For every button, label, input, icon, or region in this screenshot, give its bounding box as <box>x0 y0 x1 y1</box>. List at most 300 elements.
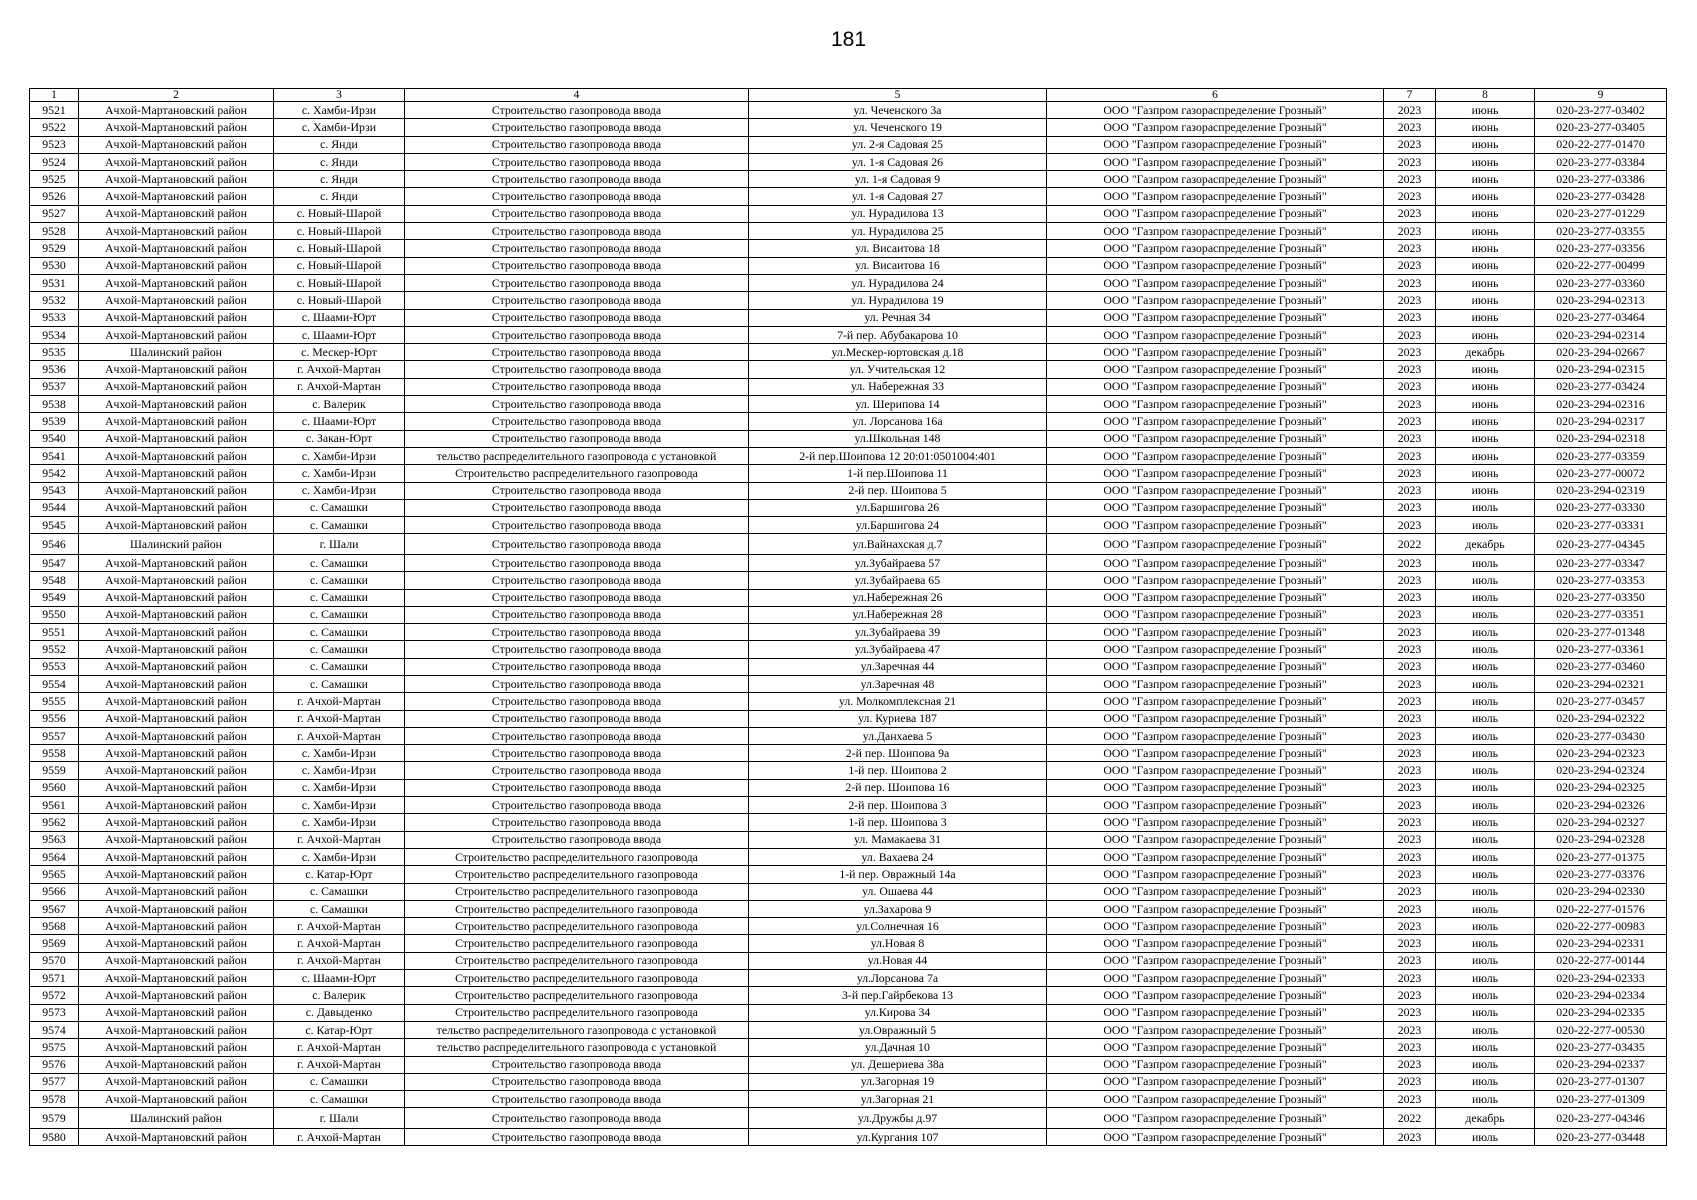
row-number-cell: 9552 <box>30 641 79 658</box>
header-row <box>30 89 1667 102</box>
month-cell: июль <box>1436 918 1535 935</box>
code-cell: 020-23-277-03424 <box>1535 378 1667 395</box>
year-cell: 2023 <box>1384 205 1436 222</box>
settlement-cell: г. Ачхой-Мартан <box>274 693 405 710</box>
address-cell: ул.Заречная 48 <box>749 676 1047 693</box>
work-type-cell: Строительство газопровода ввода <box>405 814 749 831</box>
code-cell: 020-23-294-02327 <box>1535 814 1667 831</box>
organization-cell: ООО "Газпром газораспределение Грозный" <box>1047 274 1384 291</box>
organization-cell: ООО "Газпром газораспределение Грозный" <box>1047 727 1384 744</box>
row-number-cell: 9556 <box>30 710 79 727</box>
row-number-cell: 9577 <box>30 1073 79 1090</box>
organization-cell: ООО "Газпром газораспределение Грозный" <box>1047 517 1384 534</box>
settlement-cell: с. Новый-Шарой <box>274 257 405 274</box>
work-type-cell: Строительство газопровода ввода <box>405 534 749 555</box>
row-number-cell: 9551 <box>30 624 79 641</box>
month-cell: декабрь <box>1436 344 1535 361</box>
month-cell: июль <box>1436 499 1535 516</box>
organization-cell: ООО "Газпром газораспределение Грозный" <box>1047 624 1384 641</box>
month-cell: июнь <box>1436 309 1535 326</box>
district-cell: Шалинский район <box>79 534 274 555</box>
month-cell: июнь <box>1436 413 1535 430</box>
table-row <box>30 430 1667 447</box>
row-number-cell: 9572 <box>30 987 79 1004</box>
settlement-cell: с. Хамби-Ирзи <box>274 779 405 796</box>
row-number-cell: 9578 <box>30 1091 79 1108</box>
work-type-cell: Строительство газопровода ввода <box>405 641 749 658</box>
work-type-cell: Строительство распределительного газопровода <box>405 918 749 935</box>
year-cell: 2023 <box>1384 727 1436 744</box>
work-type-cell: Строительство газопровода ввода <box>405 119 749 136</box>
district-cell: Ачхой-Мартановский район <box>79 1073 274 1090</box>
table-row <box>30 779 1667 796</box>
address-cell: ул.Захарова 9 <box>749 900 1047 917</box>
table-row <box>30 119 1667 136</box>
year-cell: 2023 <box>1384 814 1436 831</box>
year-cell: 2023 <box>1384 430 1436 447</box>
code-cell: 020-23-277-00072 <box>1535 465 1667 482</box>
district-cell: Ачхой-Мартановский район <box>79 935 274 952</box>
district-cell: Ачхой-Мартановский район <box>79 517 274 534</box>
month-cell: июль <box>1436 935 1535 952</box>
month-cell: июнь <box>1436 257 1535 274</box>
table-row <box>30 482 1667 499</box>
organization-cell: ООО "Газпром газораспределение Грозный" <box>1047 396 1384 413</box>
month-cell: июль <box>1436 1128 1535 1145</box>
address-cell: ул.Лорсанова 7а <box>749 970 1047 987</box>
district-cell: Ачхой-Мартановский район <box>79 745 274 762</box>
header-cell-3: 3 <box>274 89 405 102</box>
settlement-cell: с. Хамби-Ирзи <box>274 119 405 136</box>
district-cell: Ачхой-Мартановский район <box>79 223 274 240</box>
district-cell: Ачхой-Мартановский район <box>79 970 274 987</box>
work-type-cell: Строительство газопровода ввода <box>405 274 749 291</box>
row-number-cell: 9537 <box>30 378 79 395</box>
address-cell: 1-й пер.Шоипова 11 <box>749 465 1047 482</box>
district-cell: Ачхой-Мартановский район <box>79 465 274 482</box>
row-number-cell: 9540 <box>30 430 79 447</box>
district-cell: Ачхой-Мартановский район <box>79 658 274 675</box>
district-cell: Ачхой-Мартановский район <box>79 797 274 814</box>
address-cell: ул.Набережная 28 <box>749 606 1047 623</box>
year-cell: 2023 <box>1384 153 1436 170</box>
work-type-cell: Строительство газопровода ввода <box>405 223 749 240</box>
work-type-cell: Строительство газопровода ввода <box>405 710 749 727</box>
month-cell: июль <box>1436 987 1535 1004</box>
settlement-cell: с. Давыденко <box>274 1004 405 1021</box>
settlement-cell: с. Шаами-Юрт <box>274 326 405 343</box>
month-cell: июль <box>1436 1073 1535 1090</box>
work-type-cell: Строительство газопровода ввода <box>405 1056 749 1073</box>
address-cell: ул. Чеченского 3а <box>749 102 1047 119</box>
address-cell: ул. Ошаева 44 <box>749 883 1047 900</box>
district-cell: Ачхой-Мартановский район <box>79 361 274 378</box>
district-cell: Ачхой-Мартановский район <box>79 641 274 658</box>
address-cell: ул. Нурадилова 25 <box>749 223 1047 240</box>
settlement-cell: с. Самашки <box>274 883 405 900</box>
row-number-cell: 9555 <box>30 693 79 710</box>
organization-cell: ООО "Газпром газораспределение Грозный" <box>1047 102 1384 119</box>
year-cell: 2023 <box>1384 676 1436 693</box>
settlement-cell: г. Ачхой-Мартан <box>274 831 405 848</box>
header-cell-7: 7 <box>1384 89 1436 102</box>
month-cell: июль <box>1436 572 1535 589</box>
row-number-cell: 9561 <box>30 797 79 814</box>
settlement-cell: г. Ачхой-Мартан <box>274 918 405 935</box>
row-number-cell: 9524 <box>30 153 79 170</box>
table-row <box>30 102 1667 119</box>
district-cell: Ачхой-Мартановский район <box>79 606 274 623</box>
address-cell: ул.Набережная 26 <box>749 589 1047 606</box>
address-cell: ул. 1-я Садовая 26 <box>749 153 1047 170</box>
work-type-cell: Строительство газопровода ввода <box>405 727 749 744</box>
address-cell: ул.Новая 8 <box>749 935 1047 952</box>
code-cell: 020-23-277-03347 <box>1535 554 1667 571</box>
address-cell: ул. Молкомплексная 21 <box>749 693 1047 710</box>
row-number-cell: 9560 <box>30 779 79 796</box>
settlement-cell: с. Новый-Шарой <box>274 205 405 222</box>
work-type-cell: Строительство газопровода ввода <box>405 136 749 153</box>
settlement-cell: с. Самашки <box>274 1073 405 1090</box>
organization-cell: ООО "Газпром газораспределение Грозный" <box>1047 606 1384 623</box>
work-type-cell: Строительство распределительного газопровода <box>405 465 749 482</box>
table-row <box>30 1039 1667 1056</box>
district-cell: Ачхой-Мартановский район <box>79 952 274 969</box>
code-cell: 020-23-294-02319 <box>1535 482 1667 499</box>
year-cell: 2023 <box>1384 240 1436 257</box>
address-cell: ул.Зубайраева 39 <box>749 624 1047 641</box>
district-cell: Ачхой-Мартановский район <box>79 710 274 727</box>
table-row <box>30 1021 1667 1038</box>
district-cell: Ачхой-Мартановский район <box>79 188 274 205</box>
table-row <box>30 171 1667 188</box>
code-cell: 020-23-294-02325 <box>1535 779 1667 796</box>
organization-cell: ООО "Газпром газораспределение Грозный" <box>1047 1056 1384 1073</box>
code-cell: 020-23-277-03428 <box>1535 188 1667 205</box>
registry-table <box>29 88 1667 1146</box>
table-row <box>30 900 1667 917</box>
settlement-cell: с. Новый-Шарой <box>274 292 405 309</box>
settlement-cell: с. Хамби-Ирзи <box>274 762 405 779</box>
year-cell: 2023 <box>1384 762 1436 779</box>
header-cell-1: 1 <box>30 89 79 102</box>
district-cell: Ачхой-Мартановский район <box>79 205 274 222</box>
settlement-cell: г. Ачхой-Мартан <box>274 727 405 744</box>
year-cell: 2023 <box>1384 952 1436 969</box>
table-row <box>30 447 1667 464</box>
year-cell: 2023 <box>1384 499 1436 516</box>
year-cell: 2023 <box>1384 970 1436 987</box>
row-number-cell: 9541 <box>30 447 79 464</box>
district-cell: Ачхой-Мартановский район <box>79 693 274 710</box>
year-cell: 2023 <box>1384 1091 1436 1108</box>
row-number-cell: 9533 <box>30 309 79 326</box>
year-cell: 2023 <box>1384 482 1436 499</box>
row-number-cell: 9534 <box>30 326 79 343</box>
code-cell: 020-22-277-01470 <box>1535 136 1667 153</box>
month-cell: июль <box>1436 797 1535 814</box>
row-number-cell: 9562 <box>30 814 79 831</box>
code-cell: 020-23-294-02333 <box>1535 970 1667 987</box>
district-cell: Ачхой-Мартановский район <box>79 1128 274 1145</box>
district-cell: Ачхой-Мартановский район <box>79 171 274 188</box>
address-cell: ул. Дешериева 38а <box>749 1056 1047 1073</box>
row-number-cell: 9554 <box>30 676 79 693</box>
settlement-cell: с. Самашки <box>274 606 405 623</box>
district-cell: Ачхой-Мартановский район <box>79 848 274 865</box>
work-type-cell: Строительство газопровода ввода <box>405 658 749 675</box>
table-row <box>30 274 1667 291</box>
code-cell: 020-23-277-03457 <box>1535 693 1667 710</box>
work-type-cell: Строительство газопровода ввода <box>405 396 749 413</box>
year-cell: 2023 <box>1384 606 1436 623</box>
row-number-cell: 9523 <box>30 136 79 153</box>
organization-cell: ООО "Газпром газораспределение Грозный" <box>1047 205 1384 222</box>
month-cell: июнь <box>1436 136 1535 153</box>
code-cell: 020-23-277-03351 <box>1535 606 1667 623</box>
table-row <box>30 1056 1667 1073</box>
work-type-cell: Строительство газопровода ввода <box>405 309 749 326</box>
organization-cell: ООО "Газпром газораспределение Грозный" <box>1047 240 1384 257</box>
organization-cell: ООО "Газпром газораспределение Грозный" <box>1047 499 1384 516</box>
year-cell: 2023 <box>1384 292 1436 309</box>
month-cell: июнь <box>1436 292 1535 309</box>
code-cell: 020-23-277-01307 <box>1535 1073 1667 1090</box>
table-row <box>30 257 1667 274</box>
table-row <box>30 1091 1667 1108</box>
month-cell: июнь <box>1436 482 1535 499</box>
table-row <box>30 465 1667 482</box>
table-row <box>30 378 1667 395</box>
settlement-cell: с. Хамби-Ирзи <box>274 745 405 762</box>
address-cell: ул. Куриева 187 <box>749 710 1047 727</box>
table-row <box>30 935 1667 952</box>
work-type-cell: Строительство газопровода ввода <box>405 413 749 430</box>
address-cell: ул.Кургания 107 <box>749 1128 1047 1145</box>
code-cell: 020-23-294-02337 <box>1535 1056 1667 1073</box>
table-row <box>30 1073 1667 1090</box>
address-cell: 2-й пер.Шоипова 12 20:01:0501004:401 <box>749 447 1047 464</box>
address-cell: 3-й пер.Гайрбекова 13 <box>749 987 1047 1004</box>
year-cell: 2023 <box>1384 344 1436 361</box>
row-number-cell: 9553 <box>30 658 79 675</box>
code-cell: 020-23-277-04345 <box>1535 534 1667 555</box>
settlement-cell: с. Шаами-Юрт <box>274 309 405 326</box>
district-cell: Ачхой-Мартановский район <box>79 102 274 119</box>
table-row <box>30 240 1667 257</box>
district-cell: Ачхой-Мартановский район <box>79 274 274 291</box>
organization-cell: ООО "Газпром газораспределение Грозный" <box>1047 171 1384 188</box>
work-type-cell: Строительство газопровода ввода <box>405 344 749 361</box>
address-cell: ул.Зубайраева 65 <box>749 572 1047 589</box>
table-row <box>30 361 1667 378</box>
row-number-cell: 9535 <box>30 344 79 361</box>
organization-cell: ООО "Газпром газораспределение Грозный" <box>1047 1004 1384 1021</box>
settlement-cell: с. Самашки <box>274 517 405 534</box>
table-row <box>30 344 1667 361</box>
year-cell: 2023 <box>1384 624 1436 641</box>
organization-cell: ООО "Газпром газораспределение Грозный" <box>1047 257 1384 274</box>
row-number-cell: 9522 <box>30 119 79 136</box>
month-cell: июнь <box>1436 361 1535 378</box>
settlement-cell: с. Шаами-Юрт <box>274 413 405 430</box>
district-cell: Шалинский район <box>79 1108 274 1129</box>
settlement-cell: с. Янди <box>274 188 405 205</box>
work-type-cell: Строительство газопровода ввода <box>405 589 749 606</box>
district-cell: Ачхой-Мартановский район <box>79 292 274 309</box>
code-cell: 020-22-277-00499 <box>1535 257 1667 274</box>
organization-cell: ООО "Газпром газораспределение Грозный" <box>1047 987 1384 1004</box>
code-cell: 020-23-277-03464 <box>1535 309 1667 326</box>
table-row <box>30 641 1667 658</box>
work-type-cell: Строительство газопровода ввода <box>405 624 749 641</box>
address-cell: ул.Баршигова 26 <box>749 499 1047 516</box>
district-cell: Ачхой-Мартановский район <box>79 1021 274 1038</box>
address-cell: ул. 1-я Садовая 9 <box>749 171 1047 188</box>
work-type-cell: Строительство распределительного газопровода <box>405 935 749 952</box>
work-type-cell: Строительство газопровода ввода <box>405 554 749 571</box>
year-cell: 2023 <box>1384 779 1436 796</box>
code-cell: 020-23-294-02331 <box>1535 935 1667 952</box>
row-number-cell: 9576 <box>30 1056 79 1073</box>
table-row <box>30 658 1667 675</box>
work-type-cell: Строительство газопровода ввода <box>405 762 749 779</box>
settlement-cell: г. Ачхой-Мартан <box>274 1056 405 1073</box>
year-cell: 2023 <box>1384 848 1436 865</box>
work-type-cell: тельство распределительного газопровода с установкой <box>405 1039 749 1056</box>
table-row <box>30 883 1667 900</box>
work-type-cell: Строительство газопровода ввода <box>405 693 749 710</box>
row-number-cell: 9549 <box>30 589 79 606</box>
district-cell: Ачхой-Мартановский район <box>79 987 274 1004</box>
work-type-cell: Строительство газопровода ввода <box>405 517 749 534</box>
organization-cell: ООО "Газпром газораспределение Грозный" <box>1047 745 1384 762</box>
address-cell: 1-й пер. Овражный 14а <box>749 866 1047 883</box>
code-cell: 020-23-277-03460 <box>1535 658 1667 675</box>
code-cell: 020-22-277-00530 <box>1535 1021 1667 1038</box>
settlement-cell: с. Хамби-Ирзи <box>274 465 405 482</box>
organization-cell: ООО "Газпром газораспределение Грозный" <box>1047 465 1384 482</box>
organization-cell: ООО "Газпром газораспределение Грозный" <box>1047 814 1384 831</box>
district-cell: Ачхой-Мартановский район <box>79 676 274 693</box>
district-cell: Ачхой-Мартановский район <box>79 1091 274 1108</box>
settlement-cell: с. Хамби-Ирзи <box>274 814 405 831</box>
address-cell: ул.Загорная 21 <box>749 1091 1047 1108</box>
table-row <box>30 1004 1667 1021</box>
code-cell: 020-23-277-03448 <box>1535 1128 1667 1145</box>
settlement-cell: с. Самашки <box>274 1091 405 1108</box>
organization-cell: ООО "Газпром газораспределение Грозный" <box>1047 188 1384 205</box>
district-cell: Ачхой-Мартановский район <box>79 624 274 641</box>
work-type-cell: Строительство распределительного газопровода <box>405 952 749 969</box>
organization-cell: ООО "Газпром газораспределение Грозный" <box>1047 658 1384 675</box>
month-cell: июль <box>1436 676 1535 693</box>
settlement-cell: с. Самашки <box>274 589 405 606</box>
row-number-cell: 9570 <box>30 952 79 969</box>
district-cell: Ачхой-Мартановский район <box>79 153 274 170</box>
organization-cell: ООО "Газпром газораспределение Грозный" <box>1047 482 1384 499</box>
work-type-cell: Строительство газопровода ввода <box>405 171 749 188</box>
organization-cell: ООО "Газпром газораспределение Грозный" <box>1047 866 1384 883</box>
work-type-cell: Строительство распределительного газопровода <box>405 866 749 883</box>
settlement-cell: с. Новый-Шарой <box>274 274 405 291</box>
year-cell: 2023 <box>1384 413 1436 430</box>
row-number-cell: 9567 <box>30 900 79 917</box>
month-cell: июль <box>1436 883 1535 900</box>
table-header <box>30 89 1667 102</box>
work-type-cell: тельство распределительного газопровода с установкой <box>405 447 749 464</box>
settlement-cell: с. Новый-Шарой <box>274 240 405 257</box>
district-cell: Ачхой-Мартановский район <box>79 572 274 589</box>
row-number-cell: 9536 <box>30 361 79 378</box>
year-cell: 2023 <box>1384 517 1436 534</box>
month-cell: июль <box>1436 970 1535 987</box>
row-number-cell: 9559 <box>30 762 79 779</box>
month-cell: июнь <box>1436 223 1535 240</box>
row-number-cell: 9544 <box>30 499 79 516</box>
address-cell: ул. Чеченского 19 <box>749 119 1047 136</box>
year-cell: 2023 <box>1384 797 1436 814</box>
year-cell: 2023 <box>1384 658 1436 675</box>
organization-cell: ООО "Газпром газораспределение Грозный" <box>1047 1091 1384 1108</box>
month-cell: июль <box>1436 866 1535 883</box>
settlement-cell: с. Валерик <box>274 396 405 413</box>
year-cell: 2023 <box>1384 572 1436 589</box>
organization-cell: ООО "Газпром газораспределение Грозный" <box>1047 1073 1384 1090</box>
code-cell: 020-23-277-01375 <box>1535 848 1667 865</box>
settlement-cell: г. Ачхой-Мартан <box>274 935 405 952</box>
organization-cell: ООО "Газпром газораспределение Грозный" <box>1047 447 1384 464</box>
work-type-cell: Строительство газопровода ввода <box>405 430 749 447</box>
table-row <box>30 814 1667 831</box>
district-cell: Ачхой-Мартановский район <box>79 326 274 343</box>
row-number-cell: 9569 <box>30 935 79 952</box>
code-cell: 020-23-277-03353 <box>1535 572 1667 589</box>
address-cell: ул. Висаитова 16 <box>749 257 1047 274</box>
organization-cell: ООО "Газпром газораспределение Грозный" <box>1047 918 1384 935</box>
address-cell: 2-й пер. Шоипова 3 <box>749 797 1047 814</box>
code-cell: 020-23-294-02334 <box>1535 987 1667 1004</box>
work-type-cell: Строительство газопровода ввода <box>405 326 749 343</box>
month-cell: июль <box>1436 900 1535 917</box>
address-cell: ул.Кирова 34 <box>749 1004 1047 1021</box>
address-cell: 7-й пер. Абубакарова 10 <box>749 326 1047 343</box>
code-cell: 020-23-294-02318 <box>1535 430 1667 447</box>
district-cell: Ачхой-Мартановский район <box>79 136 274 153</box>
settlement-cell: г. Ачхой-Мартан <box>274 361 405 378</box>
page-number: 181 <box>830 28 867 51</box>
code-cell: 020-23-294-02326 <box>1535 797 1667 814</box>
organization-cell: ООО "Газпром газораспределение Грозный" <box>1047 883 1384 900</box>
month-cell: июль <box>1436 693 1535 710</box>
code-cell: 020-23-277-03331 <box>1535 517 1667 534</box>
year-cell: 2023 <box>1384 831 1436 848</box>
address-cell: ул. Висаитова 18 <box>749 240 1047 257</box>
district-cell: Ачхой-Мартановский район <box>79 499 274 516</box>
organization-cell: ООО "Газпром газораспределение Грозный" <box>1047 935 1384 952</box>
code-cell: 020-23-294-02323 <box>1535 745 1667 762</box>
code-cell: 020-23-294-02314 <box>1535 326 1667 343</box>
row-number-cell: 9521 <box>30 102 79 119</box>
header-cell-6: 6 <box>1047 89 1384 102</box>
table-row <box>30 693 1667 710</box>
month-cell: июнь <box>1436 465 1535 482</box>
work-type-cell: Строительство газопровода ввода <box>405 1108 749 1129</box>
address-cell: ул.Баршигова 24 <box>749 517 1047 534</box>
row-number-cell: 9548 <box>30 572 79 589</box>
year-cell: 2022 <box>1384 1108 1436 1129</box>
code-cell: 020-23-277-03359 <box>1535 447 1667 464</box>
